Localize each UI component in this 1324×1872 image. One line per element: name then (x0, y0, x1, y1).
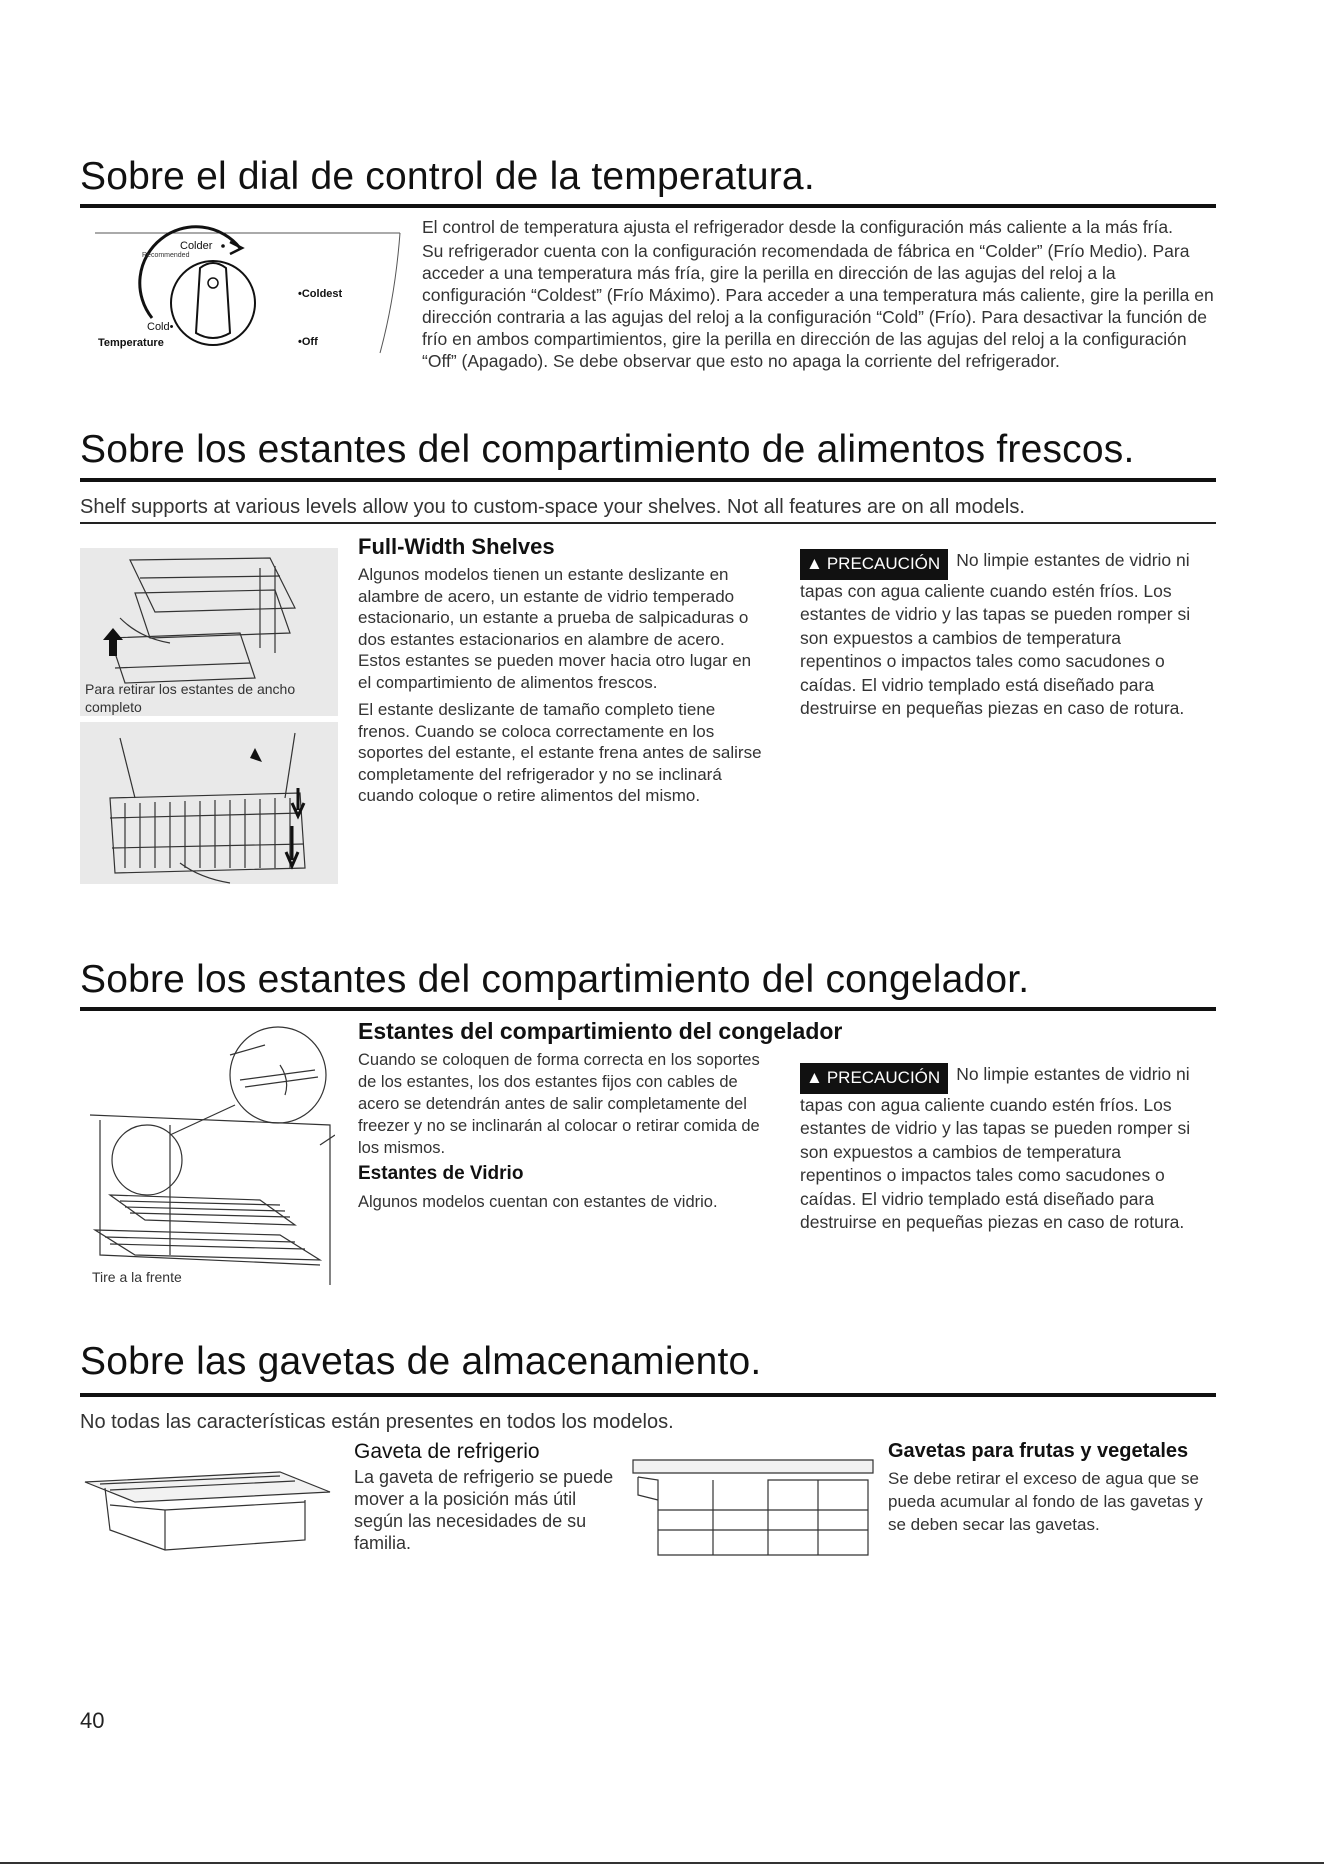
caution-text: No limpie estantes de vidrio ni tapas con agua caliente cuando estén fríos. Los estantes de vidrio y las tapas se pueden romper si son expuestos a cambios de temperatura repentinos o impactos tales como sacudones o caídas. El vidrio templado está diseñado para destruirse en pequeñas piezas en caso de rotura. (800, 1064, 1191, 1232)
fresh-food-paragraph: Algunos modelos tienen un estante deslizante en alambre de acero, un estante de vidrio temperado estacionario, un estante a prueba de salpicaduras o dos estantes estacionarios en alambre de acero. Estos estantes se pueden mover hacia otro lugar en el compartimiento de alimentos frescos. (358, 565, 752, 692)
freezer-shelves-block (358, 1018, 843, 1215)
bottom-border (0, 1862, 1324, 1864)
dial-label-cold: Cold• (147, 321, 174, 333)
drawers-section-title: Sobre las gavetas de almacenamiento. (80, 1340, 762, 1383)
caution-badge (800, 549, 948, 580)
freezer-shelves-heading: Estantes del compartimiento del congelador (358, 1018, 843, 1044)
full-width-shelves-block (358, 534, 768, 809)
glass-shelves-paragraph: Algunos modelos cuentan con estantes de vidrio. (358, 1193, 718, 1211)
fresh-food-section-title: Sobre los estantes del compartimiento de alimentos frescos. (80, 428, 1135, 471)
section-divider (80, 204, 1216, 208)
temperature-section-title: Sobre el dial de control de la temperatura. (80, 155, 815, 198)
snack-drawer-heading: Gaveta de refrigerio (354, 1440, 540, 1463)
dial-label-coldest: •Coldest (298, 288, 343, 300)
shelf-image-caption-line: completo (85, 699, 142, 715)
snack-drawer-block (354, 1440, 614, 1554)
dial-label-colder: Colder (180, 240, 213, 252)
drawers-intro: No todas las características están presentes en todos los modelos. (80, 1411, 674, 1433)
freezer-section-title: Sobre los estantes del compartimiento del congelador. (80, 958, 1030, 1001)
section-divider (80, 1393, 1216, 1397)
dial-label-recommended: Recommended (142, 252, 190, 259)
warning-triangle-icon: ▲ (806, 554, 823, 573)
crisper-drawers-heading: Gavetas para frutas y vegetales (888, 1440, 1189, 1462)
fresh-food-intro: Shelf supports at various levels allow you to custom-space your shelves. Not all features are on all models. (80, 496, 1025, 518)
shelf-image-caption-line: Para retirar los estantes de ancho (85, 681, 296, 697)
page-number: 40 (80, 1708, 105, 1733)
caution-label: PRECAUCIÓN (826, 1068, 941, 1087)
full-width-shelf-illustration (80, 548, 338, 884)
freezer-shelf-illustration (80, 1025, 335, 1290)
freezer-paragraph: Cuando se coloquen de forma correcta en los soportes de los estantes, los dos estantes fijos con cables de acero se detendrán antes de salir completamente del freezer y no se inclinarán al colocar o retirar comida de los mismos. (358, 1051, 760, 1157)
intro-divider (80, 522, 1216, 524)
crisper-drawers-text: Se debe retirar el exceso de agua que se pueda acumular al fondo de las gavetas y se deben secar las gavetas. (888, 1469, 1203, 1534)
temperature-dial-illustration (80, 218, 410, 368)
crisper-drawers-block (888, 1440, 1208, 1536)
caution-badge (800, 1063, 948, 1094)
glass-shelves-heading: Estantes de Vidrio (358, 1163, 524, 1184)
crisper-drawers-illustration (628, 1455, 878, 1560)
full-width-shelves-heading: Full-Width Shelves (358, 534, 555, 559)
section-divider (80, 478, 1216, 482)
snack-drawer-illustration (80, 1460, 335, 1555)
temperature-paragraph: El control de temperatura ajusta el refrigerador desde la configuración más caliente a la más fría. (422, 217, 1173, 237)
snack-drawer-text: La gaveta de refrigerio se puede mover a la posición más útil según las necesidades de su familia. (354, 1467, 614, 1553)
temperature-description (422, 216, 1217, 374)
warning-triangle-icon: ▲ (806, 1068, 823, 1087)
dial-label-off: •Off (298, 336, 318, 348)
fresh-food-caution-block (800, 549, 1195, 721)
freezer-image-caption: Tire a la frente (92, 1269, 182, 1285)
caution-label: PRECAUCIÓN (826, 554, 941, 573)
dial-label-temperature: Temperature (98, 337, 164, 349)
section-divider (80, 1007, 1216, 1011)
temperature-paragraph: Su refrigerador cuenta con la configuración recomendada de fábrica en “Colder” (Frío Medio). Para acceder a una temperatura más fría, gire la perilla en dirección de las agujas del reloj a la configuración “Coldest” (Frío Máximo). Para acceder a una temperatura más caliente, gire la perilla en dirección contraria a las agujas del reloj a la configuración “Cold” (Frío). Para desactivar la función de frío en ambos compartimientos, gire la perilla en dirección de las agujas del reloj a la configuración “Off” (Apagado). Se debe observar que esto no apaga la corriente del refrigerador. (422, 241, 1214, 371)
fresh-food-paragraph: El estante deslizante de tamaño completo tiene frenos. Cuando se coloca correctamente en los soportes del estante, el estante frena antes de salirse completamente del refrigerador y no se inclinará cuando coloque o retire alimentos del mismo. (358, 700, 762, 805)
freezer-caution-block (800, 1063, 1195, 1235)
caution-text: No limpie estantes de vidrio ni tapas con agua caliente cuando estén fríos. Los estantes de vidrio y las tapas se pueden romper si son expuestos a cambios de temperatura repentinos o impactos tales como sacudones o caídas. El vidrio templado está diseñado para destruirse en pequeñas piezas en caso de rotura. (800, 550, 1191, 718)
